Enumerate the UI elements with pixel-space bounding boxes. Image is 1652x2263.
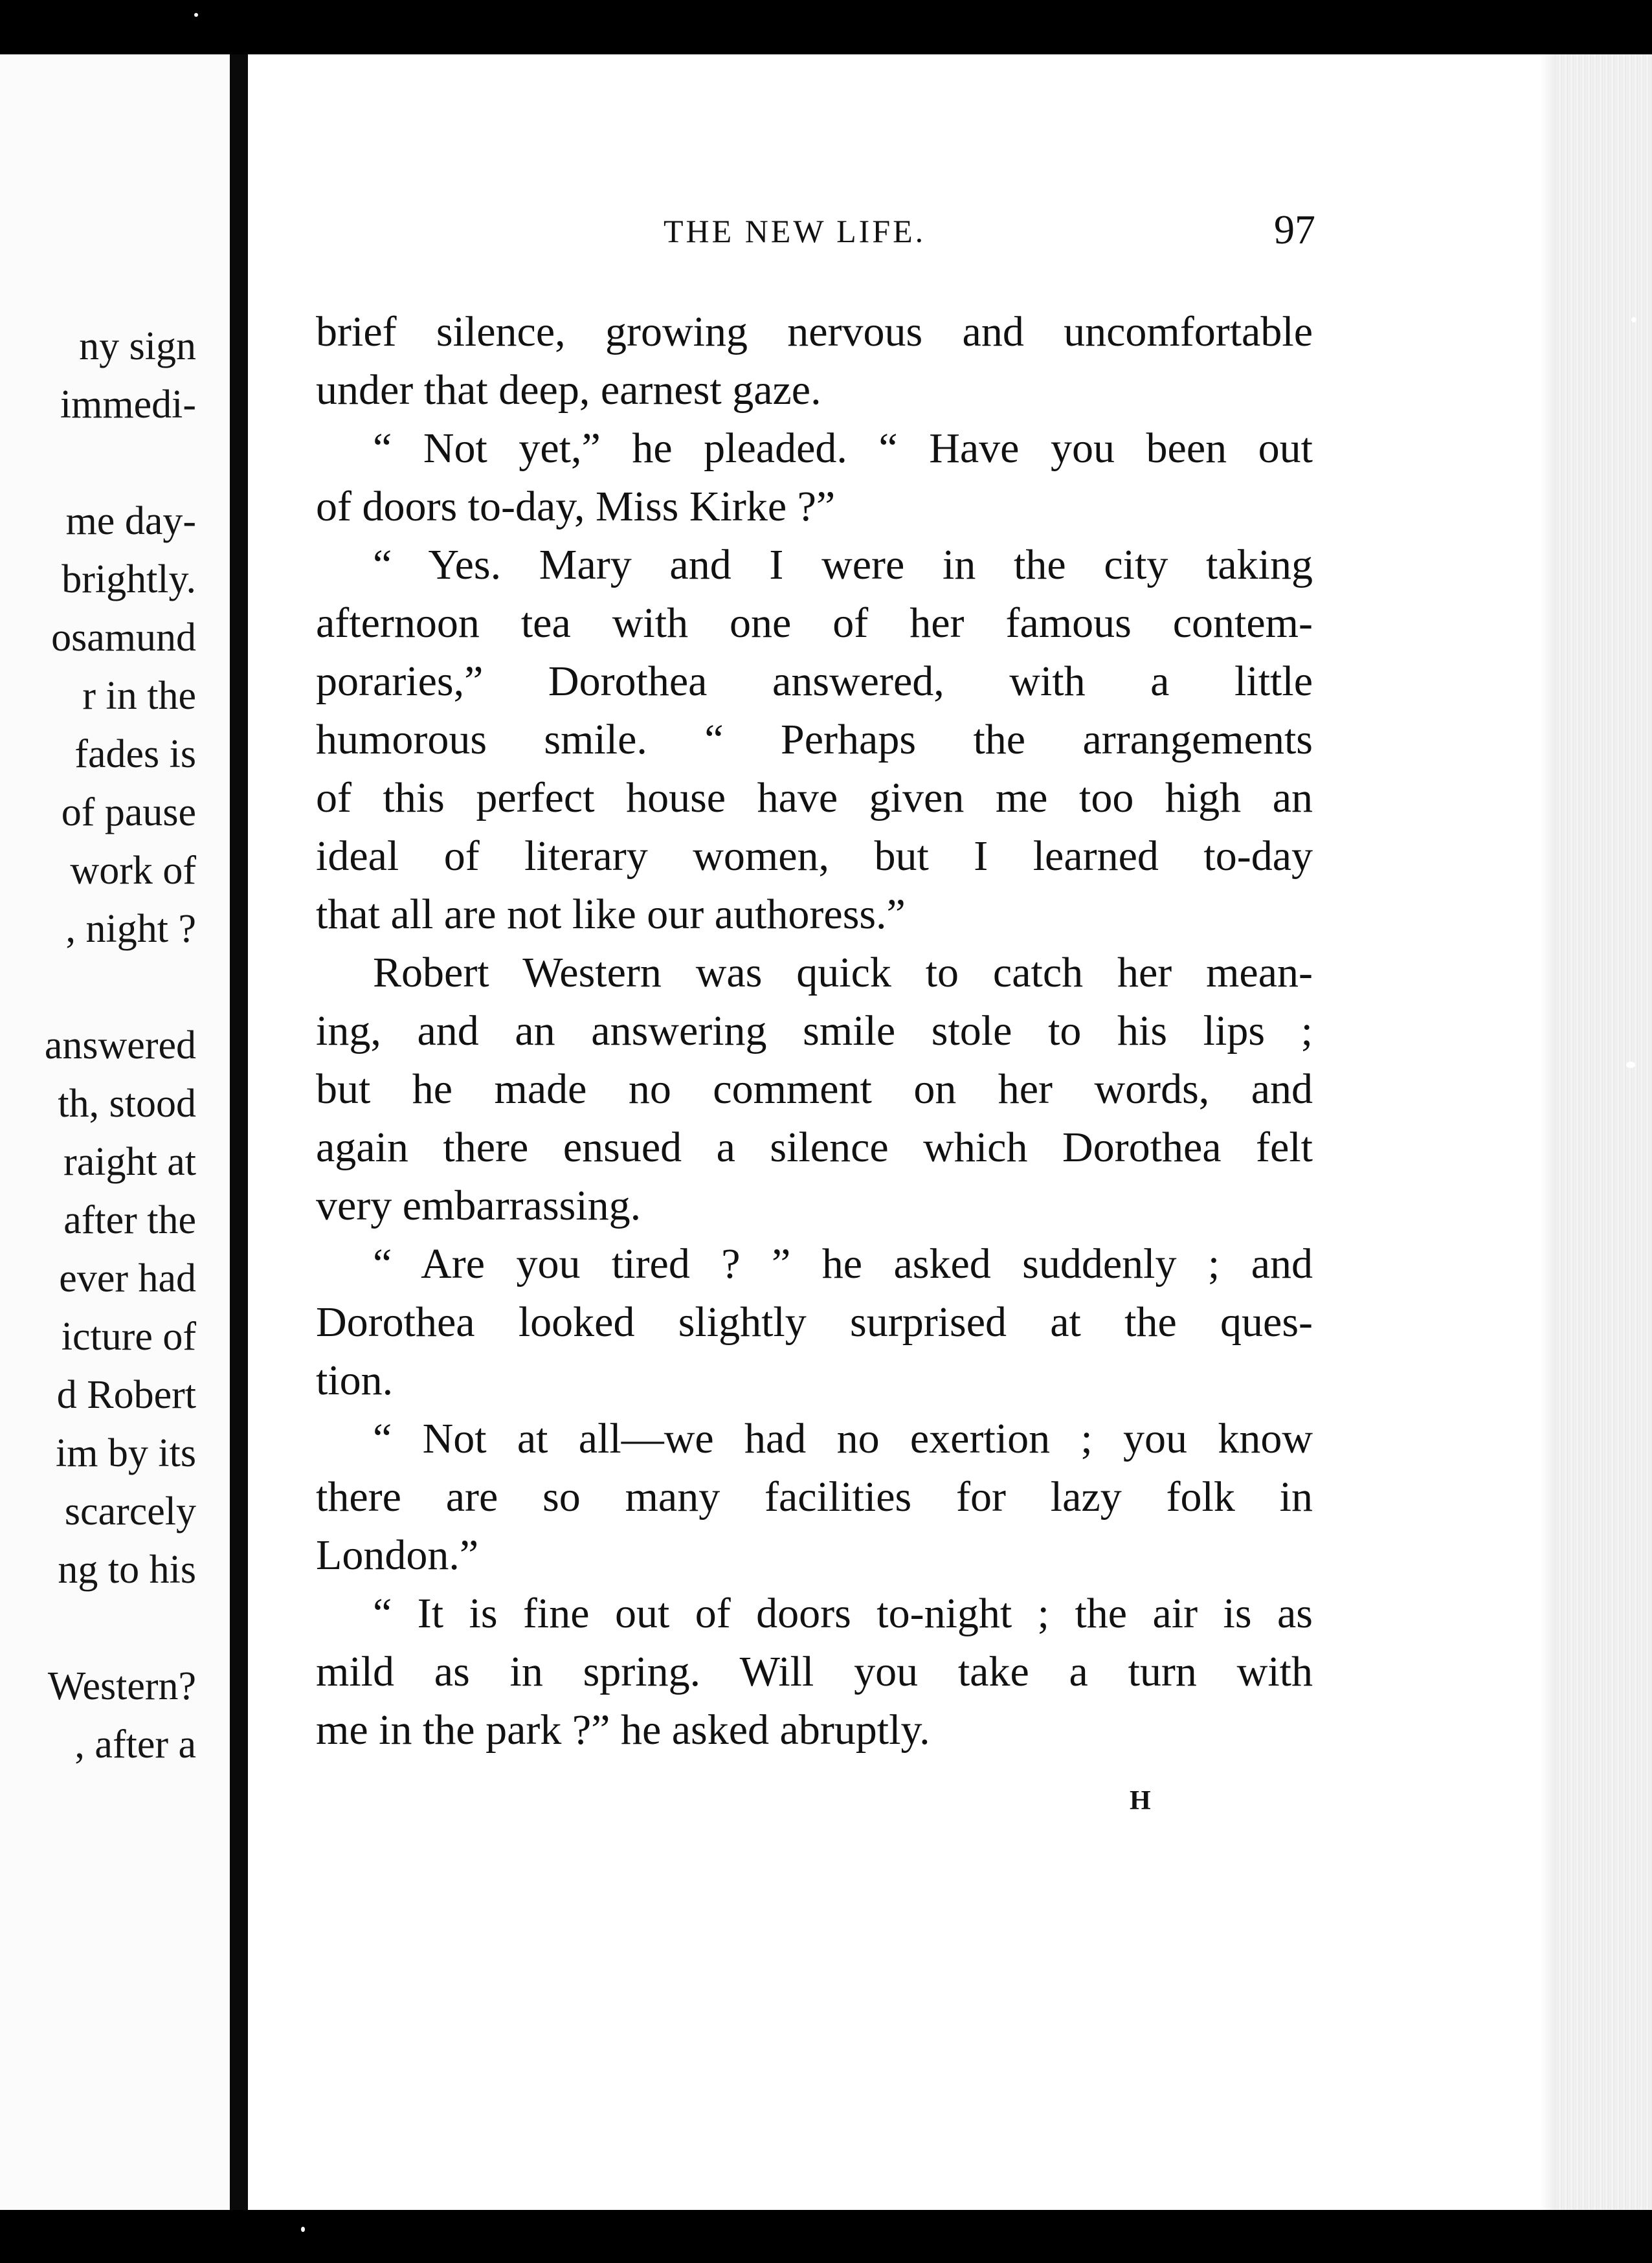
text-line: brief silence, growing nervous and uncomfortable (316, 308, 1313, 355)
text-line: under that deep, earnest gaze. (316, 366, 821, 414)
text-line: “ Not at all—we had no exertion ; you know (373, 1415, 1313, 1462)
running-head: THE NEW LIFE. (664, 213, 926, 249)
text-line: London.” (316, 1532, 479, 1579)
left-line: scarcely (64, 1489, 196, 1533)
left-line: th, stood (58, 1082, 196, 1126)
text-line: there are so many facilities for lazy folk in (316, 1473, 1313, 1521)
left-line: osamund (51, 616, 196, 660)
left-line: brightly. (61, 557, 196, 601)
text-line: of this perfect house have given me too high an (316, 774, 1313, 821)
left-line: r in the (82, 674, 196, 718)
left-line: ny sign (79, 324, 196, 368)
left-line: d Robert (56, 1373, 196, 1417)
left-line: raight at (63, 1140, 196, 1184)
text-line: mild as in spring. Will you take a turn with (316, 1648, 1313, 1695)
text-line: tion. (316, 1357, 394, 1404)
text-line: “ It is fine out of doors to-night ; the air is as (373, 1590, 1313, 1637)
text-line: ing, and an answering smile stole to his lips ; (316, 1007, 1313, 1054)
text-line: Dorothea looked slightly surprised at the ques- (316, 1299, 1313, 1346)
text-line: again there ensued a silence which Dorothea felt (316, 1124, 1313, 1171)
text-line: me in the park ?” he asked abruptly. (316, 1706, 930, 1754)
left-line: Western? (47, 1664, 196, 1708)
left-page-fragment (0, 54, 230, 2210)
text-line: afternoon tea with one of her famous contem- (316, 599, 1313, 647)
left-line: after the (63, 1198, 196, 1242)
left-line: , after a (74, 1722, 196, 1767)
text-line: “ Yes. Mary and I were in the city taking (373, 541, 1313, 588)
text-line: very embarrassing. (316, 1182, 642, 1229)
text-line: poraries,” Dorothea answered, with a little (316, 658, 1313, 705)
left-line: , night ? (65, 907, 196, 951)
left-line: im by its (55, 1431, 196, 1475)
scan-speck (1626, 1062, 1635, 1068)
book-gutter (230, 54, 248, 2210)
left-line: icture of (61, 1315, 196, 1359)
left-line: work of (70, 849, 196, 893)
text-line: but he made no comment on her words, and (316, 1065, 1313, 1113)
left-line: fades is (74, 732, 196, 776)
scan-speck (194, 13, 198, 17)
page-block-edge (1556, 54, 1652, 2210)
scan-speck (1631, 317, 1636, 322)
left-line: of pause (61, 790, 196, 834)
text-line: that all are not like our authoress.” (316, 891, 906, 938)
text-line: humorous smile. “ Perhaps the arrangements (316, 716, 1313, 763)
left-line: answered (44, 1023, 196, 1067)
left-line: ng to his (58, 1548, 196, 1592)
page-number: 97 (1274, 206, 1315, 252)
text-line: ideal of literary women, but I learned to-day (316, 832, 1313, 880)
signature-mark: H (1130, 1786, 1151, 1816)
scan-speck (301, 2227, 305, 2232)
text-line: “ Not yet,” he pleaded. “ Have you been out (373, 425, 1313, 472)
left-line: ever had (59, 1256, 196, 1300)
left-line: me day- (65, 499, 196, 543)
text-line: of doors to-day, Miss Kirke ?” (316, 483, 836, 530)
text-line: “ Are you tired ? ” he asked suddenly ; and (373, 1240, 1313, 1288)
text-line: Robert Western was quick to catch her mean- (373, 949, 1313, 996)
left-line: immedi- (60, 383, 196, 427)
